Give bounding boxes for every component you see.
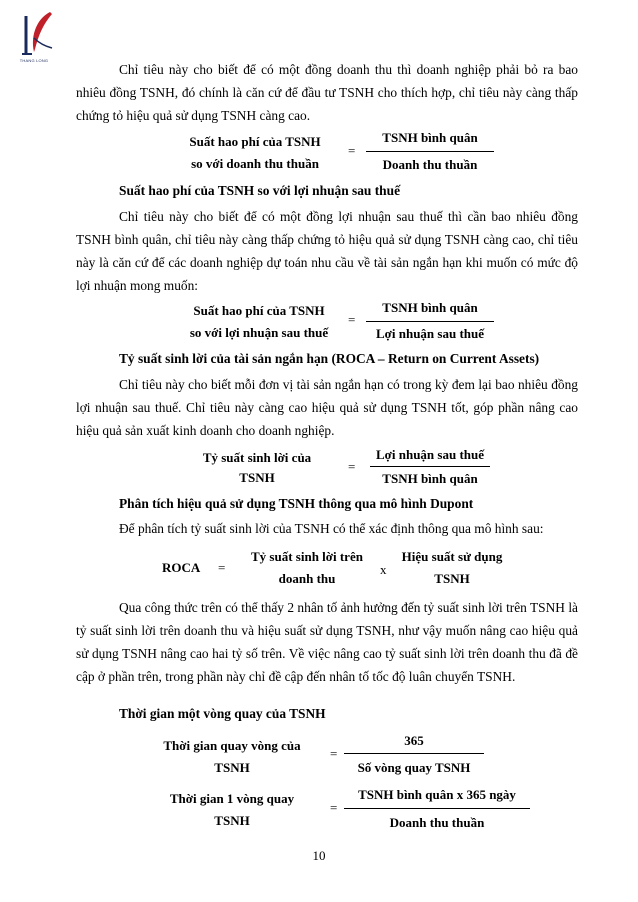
formula-4-lhs: ROCA	[162, 560, 201, 575]
formula-4-equals: =	[218, 560, 226, 575]
heading-suat-hao-phi-loi-nhuan: Suất hao phí của TSNH so với lợi nhuận sau thuế	[119, 183, 401, 198]
formula-4-factor-a-line1: Tỷ suất sinh lời trên	[251, 549, 363, 564]
formula-5-fraction-bar	[344, 753, 484, 754]
formula-6-equals: =	[330, 800, 338, 815]
formula-1-fraction-bar	[366, 151, 494, 152]
formula-4-factor-a-line2: doanh thu	[278, 571, 336, 586]
formula-3-numerator: Lợi nhuận sau thuế	[376, 447, 484, 462]
formula-1-numerator: TSNH bình quân	[382, 130, 478, 145]
formula-6-denominator: Doanh thu thuần	[389, 815, 485, 830]
formula-2-fraction-bar	[366, 321, 494, 322]
paragraph-5: Qua công thức trên có thể thấy 2 nhân tố ảnh hưởng đến tỷ suất sinh lời trên TSNH là tỷ suất sinh lời trên doanh thu và hiệu suất sử dụng TSNH, như vậy muốn nâng cao hiệu quả sử dụng TSNH nâng cao hai tỷ số trên. Về việc nâng cao tỷ suất sinh lời trên doanh thu đã đề cập ở phần trên, trong phần này chỉ đề cập đến nhân tố tốc độ luân chuyển TSNH.	[76, 600, 578, 684]
formula-2-denominator: Lợi nhuận sau thuế	[376, 326, 484, 341]
formula-6-lhs-line1: Thời gian 1 vòng quay	[169, 791, 295, 806]
formula-6-numerator: TSNH bình quân x 365 ngày	[358, 787, 516, 802]
logo-brand-text: THANG LONG	[19, 58, 49, 63]
formula-1-denominator: Doanh thu thuần	[382, 157, 478, 172]
formula-3-lhs-line1: Tỷ suất sinh lời của	[202, 450, 312, 465]
formula-5-numerator: 365	[404, 733, 424, 748]
formula-3-lhs-line2: TSNH	[239, 470, 275, 485]
formula-1-lhs-line2: so với doanh thu thuần	[191, 156, 319, 171]
logo-mark-icon	[12, 8, 56, 62]
heading-thoi-gian-vong-quay: Thời gian một vòng quay của TSNH	[119, 706, 326, 721]
formula-3-fraction-bar	[370, 466, 490, 467]
formula-2-lhs-line2: so với lợi nhuận sau thuế	[189, 325, 329, 340]
formula-2-equals: =	[348, 312, 356, 327]
formula-5-equals: =	[330, 746, 338, 761]
formula-3-denominator: TSNH bình quân	[382, 471, 478, 486]
page-number: 10	[312, 848, 326, 863]
paragraph-1: Chỉ tiêu này cho biết để có một đồng doanh thu thì doanh nghiệp phải bỏ ra bao nhiêu đồng TSNH, đó chính là căn cứ để đầu tư TSNH cho thích hợp, chỉ tiêu này càng thấp chứng tỏ hiệu quả sử dụng TSNH càng cao.	[76, 62, 578, 123]
formula-4-factor-b-line1: Hiệu suất sử dụng	[401, 549, 503, 564]
paragraph-3: Chỉ tiêu này cho biết mỗi đơn vị tài sản ngắn hạn có trong kỳ đem lại bao nhiêu đồng lợi nhuận sau thuế. Chỉ tiêu này càng cao hiệu quả sử dụng TSNH tốt, góp phần nâng cao hiệu quả sản xuất kinh doanh cho doanh nghiệp.	[76, 377, 578, 438]
formula-1-lhs-line1: Suất hao phí của TSNH	[189, 134, 321, 149]
paragraph-4: Để phân tích tỷ suất sinh lời của TSNH có thể xác định thông qua mô hình sau:	[119, 521, 544, 536]
heading-dupont: Phân tích hiệu quả sử dụng TSNH thông qua mô hình Dupont	[119, 496, 474, 511]
formula-5-lhs-line1: Thời gian quay vòng của	[163, 738, 301, 753]
formula-6-lhs-line2: TSNH	[214, 813, 250, 828]
paragraph-2: Chỉ tiêu này cho biết để có một đồng lợi nhuận sau thuế thì cần bao nhiêu đồng TSNH bình quân, chỉ tiêu này càng thấp chứng tỏ hiệu quả sử dụng TSNH càng cao, chỉ tiêu này là căn cứ để các doanh nghiệp dự toán nhu cầu về tài sản ngắn hạn khi muốn có mức độ lợi nhuận mong muốn:	[76, 209, 578, 293]
formula-5-lhs-line2: TSNH	[214, 760, 250, 775]
formula-5-denominator: Số vòng quay TSNH	[357, 760, 471, 775]
formula-4-multiply: x	[380, 562, 387, 577]
formula-1-equals: =	[348, 143, 356, 158]
formula-2-numerator: TSNH bình quân	[382, 300, 478, 315]
formula-3-equals: =	[348, 459, 356, 474]
formula-4-factor-b-line2: TSNH	[434, 571, 470, 586]
formula-6-fraction-bar	[344, 808, 530, 809]
thang-long-logo	[12, 8, 56, 68]
formula-2-lhs-line1: Suất hao phí của TSNH	[193, 303, 325, 318]
heading-roca: Tỷ suất sinh lời của tài sản ngắn hạn (ROCA – Return on Current Assets)	[119, 351, 540, 366]
